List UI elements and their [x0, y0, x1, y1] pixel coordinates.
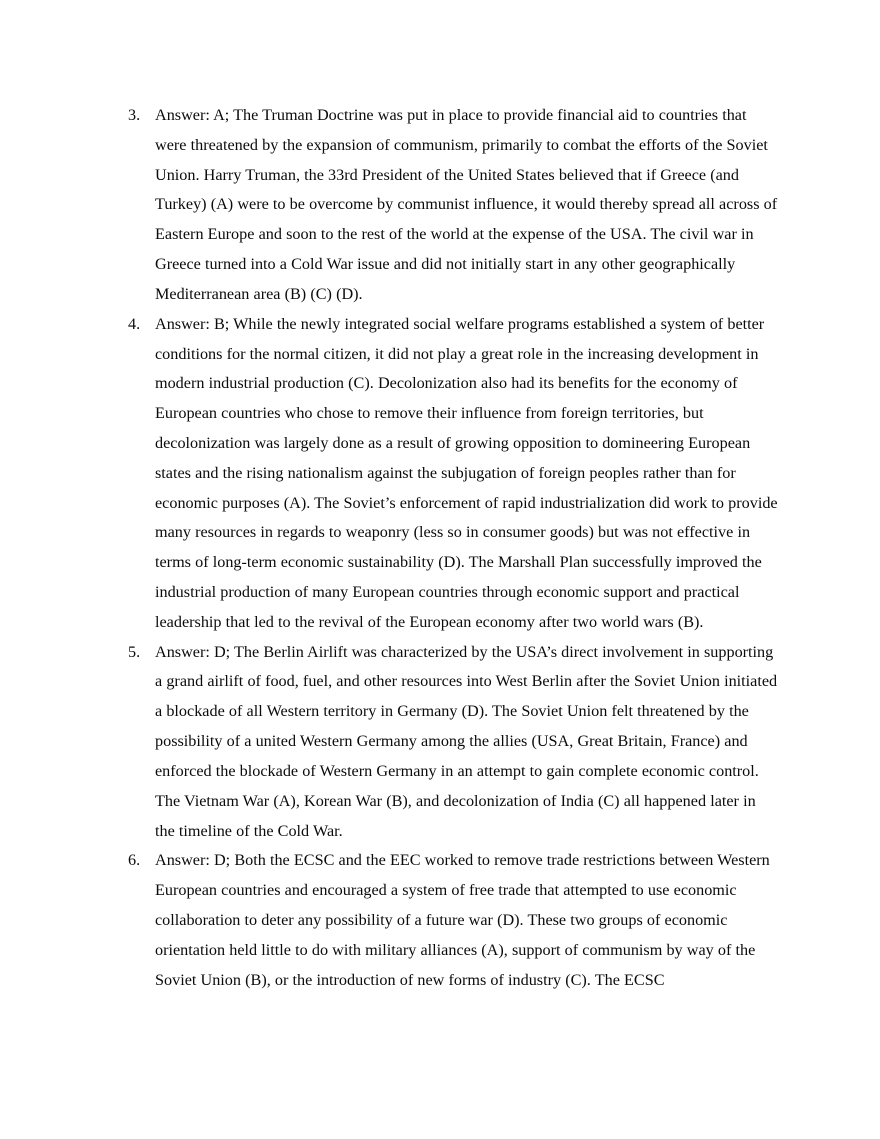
list-item-number: 5.: [128, 642, 141, 661]
list-item-text: Answer: B; While the newly integrated social welfare programs established a system of better conditions for the normal citizen, it did not play a great role in the increasing development in modern industrial production (C). Decolonization also had its benefits for the economy of European countries who chose to remove their influence from foreign territories, but decolonization was largely done as a result of growing opposition to domineering European states and the rising nationalism against the subjugation of foreign peoples rather than for economic purposes (A). The Soviet’s enforcement of rapid industrialization did work to provide many resources in regards to weaponry (less so in consumer goods) but was not effective in terms of long-term economic sustainability (D). The Marshall Plan successfully improved the industrial production of many European countries through economic support and practical leadership that led to the revival of the European economy after two world wars (B).: [155, 314, 778, 631]
list-item-text: Answer: D; Both the ECSC and the EEC worked to remove trade restrictions between Western European countries and encouraged a system of free trade that attempted to use economic collaboration to deter any possibility of a future war (D). These two groups of economic orientation held little to do with military alliances (A), support of communism by way of the Soviet Union (B), or the introduction of new forms of industry (C). The ECSC: [155, 851, 770, 989]
list-item-text: Answer: A; The Truman Doctrine was put in place to provide financial aid to countries that were threatened by the expansion of communism, primarily to combat the efforts of the Soviet Union. Harry Truman, the 33rd President of the United States believed that if Greece (and Turkey) (A) were to be overcome by communist influence, it would thereby spread all across of Eastern Europe and soon to the rest of the world at the expense of the USA. The civil war in Greece turned into a Cold War issue and did not initially start in any other geographically Mediterranean area (B) (C) (D).: [155, 106, 778, 303]
list-item: [128, 101, 778, 310]
list-item-number: 3.: [128, 106, 141, 124]
list-item-number: 6.: [128, 851, 141, 870]
list-item: [128, 638, 778, 847]
list-item-number: 4.: [128, 314, 141, 333]
list-item-text: Answer: D; The Berlin Airlift was characterized by the USA’s direct involvement in supporting a grand airlift of food, fuel, and other resources into West Berlin after the Soviet Union initiated a blockade of all Western territory in Germany (D). The Soviet Union felt threatened by the possibility of a united Western Germany among the allies (USA, Great Britain, France) and enforced the blockade of Western Germany in an attempt to gain complete economic control. The Vietnam War (A), Korean War (B), and decolonization of India (C) all happened later in the timeline of the Cold War.: [155, 642, 778, 840]
list-item: [128, 310, 778, 638]
answer-explanation-list: [128, 101, 778, 995]
list-item: [128, 846, 778, 995]
